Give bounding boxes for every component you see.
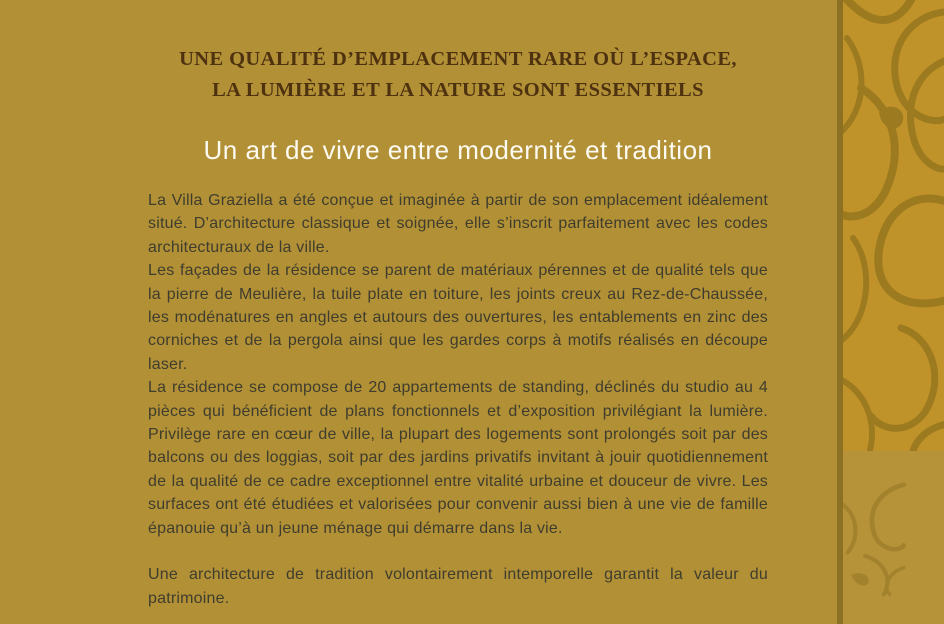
floral-pattern-bottom-icon <box>843 451 944 624</box>
floral-pattern-band <box>843 0 944 624</box>
content-column <box>148 0 768 610</box>
body-text <box>148 189 768 610</box>
floral-pattern-top-icon <box>843 0 944 451</box>
paragraph-residence: La résidence se compose de 20 appartements de standing, déclinés du studio au 4 pièces qui bénéficient de plans fonctionnels et d’exposition privilégiant la lumière. Privilège rare en cœur de ville, la plupart des logements sont prolongés soit par des balcons ou des loggias, soit par des jardins privatifs invitant à jouir quotidiennement de la qualité de ce cadre exceptionnel entre vitalité urbaine et douceur de vivre. Les surfaces ont été étudiées et valorisées pour convenir aussi bien à une vie de famille épanouie qu’à un jeune ménage qui démarre dans la vie. <box>148 379 768 537</box>
paragraph-intro: La Villa Graziella a été conçue et imaginée à partir de son emplacement idéalement situé. D’architecture classique et soignée, elle s’inscrit parfaitement avec les codes architecturaux de la ville. <box>148 192 768 256</box>
page-title-line1: UNE QUALITÉ D’EMPLACEMENT RARE OÙ L’ESPACE, <box>179 48 737 70</box>
paragraph-conclusion: Une architecture de tradition volontairement intemporelle garantit la valeur du patrimoine. <box>148 566 768 607</box>
page-title-line2: LA LUMIÈRE ET LA NATURE SONT ESSENTIELS <box>212 79 704 101</box>
page-subtitle: Un art de vivre entre modernité et tradition <box>203 135 713 165</box>
page-title <box>148 44 768 106</box>
paragraph-facades: Les façades de la résidence se parent de matériaux pérennes et de qualité tels que la pierre de Meulière, la tuile plate en toiture, les joints creux au Rez-de-Chaussée, les modénatures en angles et autours des ouvertures, les entablements en zinc des corniches et de la pergola ainsi que les gardes corps à motifs réalisés en découpe laser. <box>148 262 768 373</box>
